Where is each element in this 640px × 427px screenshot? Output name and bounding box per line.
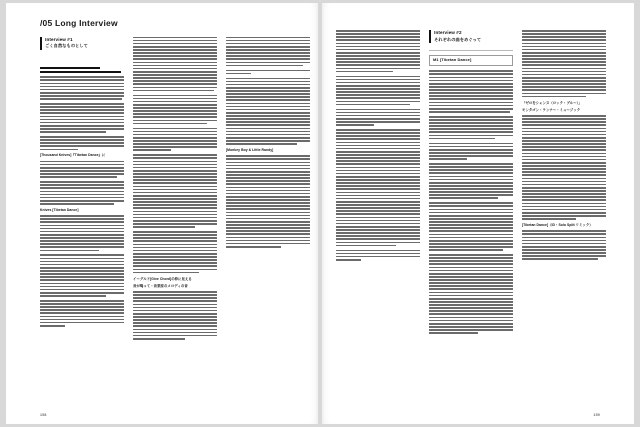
paragraph — [522, 230, 606, 260]
paragraph — [226, 78, 310, 145]
paragraph — [133, 291, 217, 340]
page-title: /05 Long Interview — [40, 18, 118, 28]
page-number-right: 159 — [593, 413, 600, 417]
left-column-3 — [226, 37, 310, 412]
track-title: M1 [Tibetan Dance] — [429, 55, 513, 66]
column-subheading — [40, 67, 124, 73]
section-heading: [Monkey Boy & Little Randy] — [226, 148, 274, 152]
paragraph — [40, 300, 124, 327]
paragraph — [133, 128, 217, 152]
section-heading: モンタゴン・ランナー・ミュージック — [522, 107, 581, 112]
right-page-columns — [336, 30, 600, 414]
right-column-1 — [336, 30, 420, 414]
section-heading: [Tibetan Dance]（ID・Solo Split リミック） — [522, 223, 593, 227]
page-left — [6, 3, 318, 424]
paragraph — [429, 70, 513, 112]
interview-subtitle: それぞれの曲をめぐって — [434, 36, 482, 42]
paragraph — [336, 250, 420, 261]
interview-number: Interview #2 — [434, 30, 462, 35]
right-column-3 — [522, 30, 606, 414]
section-divider — [429, 50, 513, 51]
section-heading: 音が鳴って・音楽家のメロディの音 — [133, 283, 188, 288]
paragraph — [40, 161, 124, 178]
interview-label-text — [434, 30, 481, 43]
paragraph — [429, 202, 513, 251]
paragraph — [40, 103, 124, 133]
paragraph — [226, 155, 310, 247]
section-heading: 「ゼロをシェンヌ（ロック・ブルー）」 — [522, 100, 582, 105]
paragraph — [522, 30, 606, 97]
page-number-left: 158 — [40, 413, 47, 417]
section-heading: Knives [Tibetan Dance] — [40, 207, 79, 212]
right-column-2 — [429, 30, 513, 414]
paragraph — [336, 109, 420, 126]
paragraph — [429, 163, 513, 199]
label-rule-icon — [429, 30, 431, 43]
interview-subtitle: ごく自然なものとして — [45, 43, 88, 49]
paragraph — [336, 76, 420, 106]
paragraph — [133, 154, 217, 228]
section-heading: イーグルド[Give Chord]の枠に見える — [133, 276, 192, 281]
page-right — [322, 3, 634, 424]
paragraph — [40, 254, 124, 296]
paragraph — [522, 115, 606, 220]
paragraph — [226, 37, 310, 67]
paragraph — [133, 95, 217, 125]
label-rule-icon — [40, 37, 42, 50]
paragraph — [40, 136, 124, 150]
left-column-1 — [40, 37, 124, 412]
paragraph — [336, 129, 420, 246]
paragraph — [40, 215, 124, 251]
paragraph — [336, 30, 420, 72]
section-heading: [Thousand Knives]『Tibetan Dance』に — [40, 153, 106, 158]
paragraph — [133, 37, 217, 92]
interview-label-2 — [429, 30, 513, 43]
paragraph — [429, 116, 513, 140]
paragraph — [429, 143, 513, 160]
paragraph — [133, 231, 217, 273]
paragraph — [429, 254, 513, 334]
paragraph — [40, 76, 124, 100]
paragraph — [40, 181, 124, 205]
interview-number: Interview #1 — [45, 36, 73, 42]
interview-label-text — [45, 37, 88, 50]
left-page-columns — [40, 37, 304, 412]
paragraph — [226, 70, 310, 75]
interview-label-1 — [40, 37, 124, 50]
left-column-2 — [133, 37, 217, 412]
